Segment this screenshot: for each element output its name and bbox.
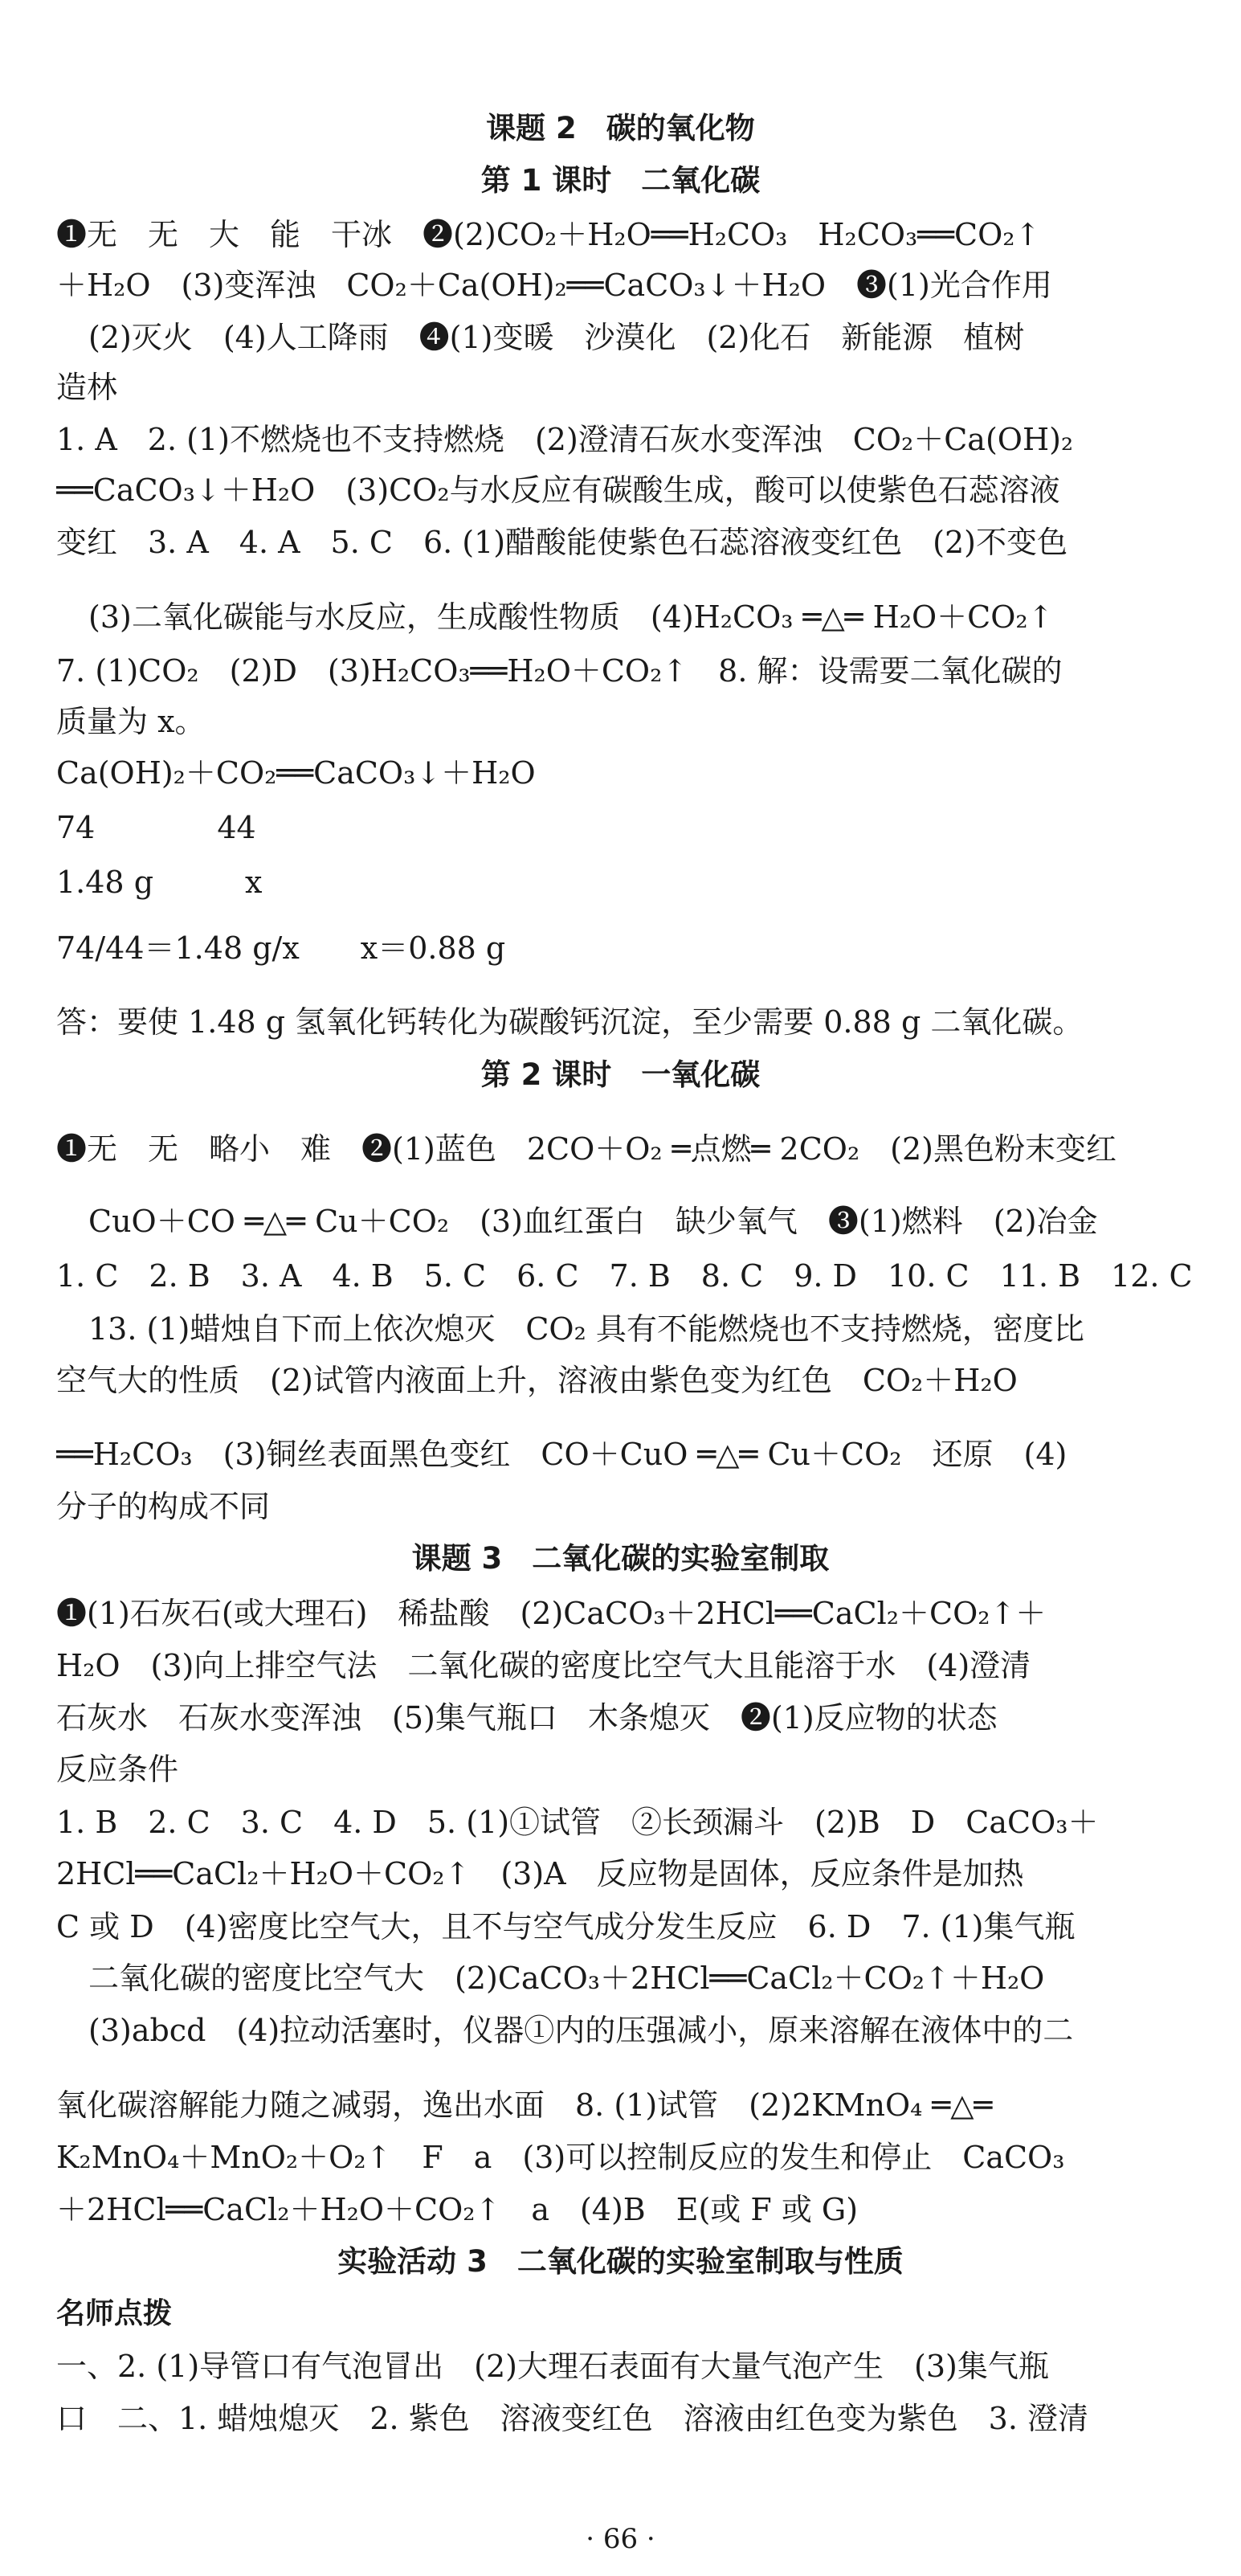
lesson-heading-co2: 第 1 课时 二氧化碳: [480, 163, 761, 198]
text-line: ❶无 无 略小 难 ❷(1)蓝色 2CO＋O₂ ═点燃═ 2CO₂ (2)黑色粉末变红: [56, 1131, 1117, 1167]
text-line: ❶无 无 大 能 干冰 ❷(2)CO₂＋H₂O══H₂CO₃ H₂CO₃══CO₂↑: [56, 217, 1041, 252]
text-line: 变红 3. A 4. A 5. C 6. (1)醋酸能使紫色石蕊溶液变红色 (2)不变色: [56, 525, 1068, 560]
text-line: 2HCl══CaCl₂＋H₂O＋CO₂↑ (3)A 反应物是固体，反应条件是加热: [56, 1856, 1024, 1891]
text-line: 1. C 2. B 3. A 4. B 5. C 6. C 7. B 8. C 9. D 10. C 11. B 12. C: [56, 1258, 1193, 1294]
section-heading-activity-3: 实验活动 3 二氧化碳的实验室制取与性质: [337, 2244, 904, 2279]
text-line: ❶(1)石灰石(或大理石) 稀盐酸 (2)CaCO₃＋2HCl══CaCl₂＋CO₂↑＋: [56, 1596, 1047, 1631]
equation-line: 74 44: [56, 810, 256, 845]
text-line: (2)灭火 (4)人工降雨 ❹(1)变暖 沙漠化 (2)化石 新能源 植树: [88, 320, 1025, 355]
text-line: (3)二氧化碳能与水反应，生成酸性物质 (4)H₂CO₃ ═△═ H₂O＋CO₂↑: [88, 599, 1054, 635]
text-line: ＋2HCl══CaCl₂＋H₂O＋CO₂↑ a (4)B E(或 F 或 G): [56, 2192, 859, 2227]
text-line: 质量为 x。: [56, 704, 206, 739]
equation-line: Ca(OH)₂＋CO₂══CaCO₃↓＋H₂O: [56, 755, 536, 791]
text-line: 造林: [56, 370, 118, 405]
text-line: 口 二、1. 蜡烛熄灭 2. 紫色 溶液变红色 溶液由红色变为紫色 3. 澄清: [56, 2401, 1089, 2436]
equation-line: 74/44＝1.48 g/x x＝0.88 g: [56, 930, 506, 966]
text-line: ══CaCO₃↓＋H₂O (3)CO₂与水反应有碳酸生成，酸可以使紫色石蕊溶液: [56, 472, 1060, 508]
text-line: 一、2. (1)导管口有气泡冒出 (2)大理石表面有大量气泡产生 (3)集气瓶: [56, 2349, 1049, 2384]
section-heading-topic-2: 课题 2 碳的氧化物: [486, 111, 755, 145]
text-line: ══H₂CO₃ (3)铜丝表面黑色变红 CO＋CuO ═△═ Cu＋CO₂ 还原 (4): [56, 1437, 1068, 1472]
text-line: CuO＋CO ═△═ Cu＋CO₂ (3)血红蛋白 缺少氧气 ❸(1)燃料 (2)冶金: [88, 1204, 1098, 1239]
section-heading-topic-3: 课题 3 二氧化碳的实验室制取: [411, 1541, 830, 1576]
text-line: 1. B 2. C 3. C 4. D 5. (1)①试管 ②长颈漏斗 (2)B D CaCO₃＋: [56, 1805, 1099, 1840]
text-line: ＋H₂O (3)变浑浊 CO₂＋Ca(OH)₂══CaCO₃↓＋H₂O ❸(1)光合作用: [56, 268, 1052, 303]
text-line: C 或 D (4)密度比空气大，且不与空气成分发生反应 6. D 7. (1)集气瓶: [56, 1909, 1076, 1944]
text-line: 13. (1)蜡烛自下而上依次熄灭 CO₂ 具有不能燃烧也不支持燃烧，密度比: [88, 1311, 1084, 1347]
subheading-tips: 名师点拨: [56, 2297, 173, 2330]
text-line: (3)abcd (4)拉动活塞时，仪器①内的压强减小，原来溶解在液体中的二: [88, 2013, 1074, 2048]
text-line: 空气大的性质 (2)试管内液面上升，溶液由紫色变为红色 CO₂＋H₂O: [56, 1363, 1018, 1398]
text-line: 1. A 2. (1)不燃烧也不支持燃烧 (2)澄清石灰水变浑浊 CO₂＋Ca(OH)₂: [56, 422, 1074, 457]
text-line: 氧化碳溶解能力随之减弱，逸出水面 8. (1)试管 (2)2KMnO₄ ═△═: [56, 2087, 993, 2123]
text-line: 二氧化碳的密度比空气大 (2)CaCO₃＋2HCl══CaCl₂＋CO₂↑＋H₂O: [88, 1961, 1045, 1996]
text-line: H₂O (3)向上排空气法 二氧化碳的密度比空气大且能溶于水 (4)澄清: [56, 1648, 1031, 1683]
text-line: 7. (1)CO₂ (2)D (3)H₂CO₃══H₂O＋CO₂↑ 8. 解：设需要二氧化碳的: [56, 653, 1063, 689]
text-line: 反应条件: [56, 1752, 179, 1787]
lesson-heading-co: 第 2 课时 一氧化碳: [480, 1057, 761, 1092]
text-line: 分子的构成不同: [56, 1489, 271, 1524]
text-line: K₂MnO₄＋MnO₂＋O₂↑ F a (3)可以控制反应的发生和停止 CaCO₃: [56, 2140, 1065, 2175]
answer-line: 答：要使 1.48 g 氢氧化钙转化为碳酸钙沉淀，至少需要 0.88 g 二氧化碳。: [56, 1004, 1084, 1040]
text-line: 石灰水 石灰水变浑浊 (5)集气瓶口 木条熄灭 ❷(1)反应物的状态: [56, 1700, 998, 1736]
page-number: · 66 ·: [586, 2523, 655, 2555]
equation-line: 1.48 g x: [56, 865, 263, 900]
